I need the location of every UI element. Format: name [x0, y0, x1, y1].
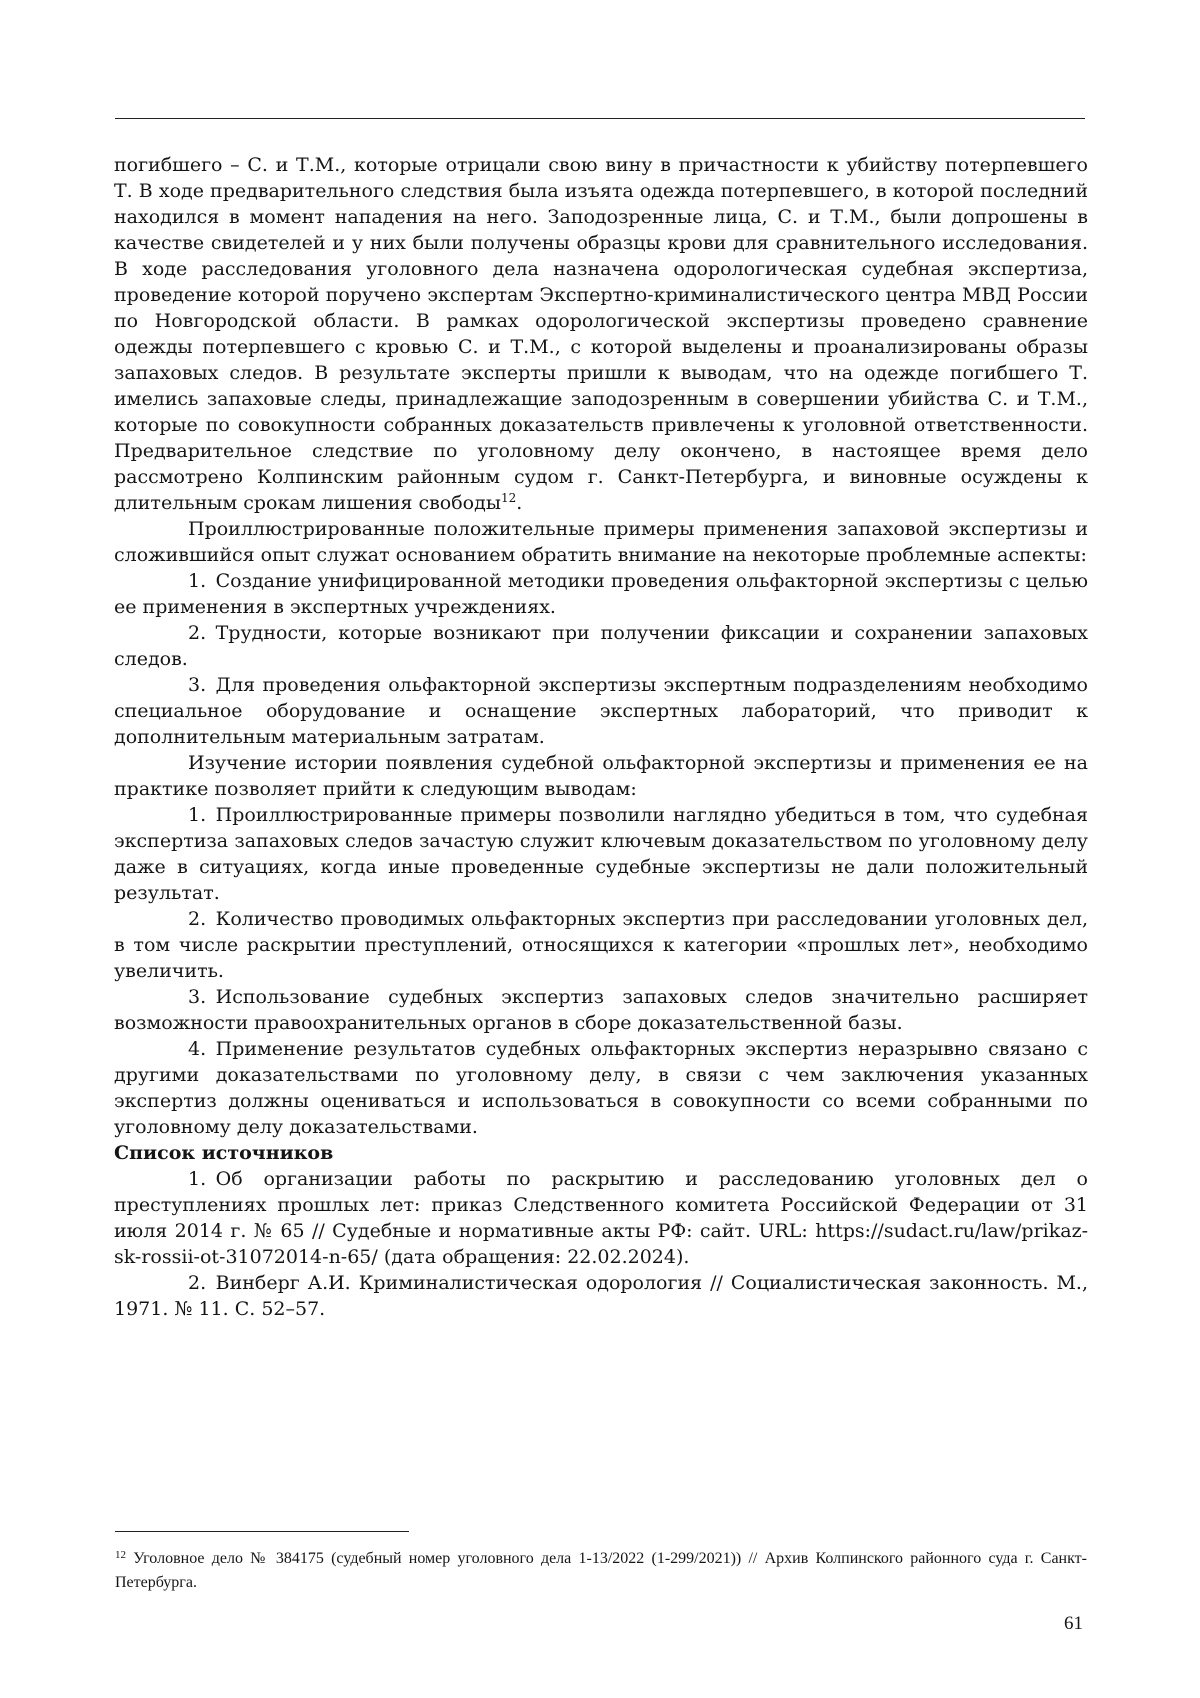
reference-item-2: 2. Винберг А.И. Криминалистическая одорология // Социалистическая законность. М., 1971. № 11. С. 52–57. [114, 1270, 1088, 1322]
list-item-problem-1: 1. Создание унифицированной методики проведения ольфакторной экспертизы с целью ее применения в экспертных учреждениях. [114, 568, 1088, 620]
paragraph-text: погибшего – С. и Т.М., которые отрицали свою вину в причастности к убийству потерпевшего Т. В ходе предварительного следствия была изъята одежда потерпевшего, в которой последний находился в момент нападения на него. Заподозренные лица, С. и Т.М., были допрошены в качестве свидетелей и у них были получены образцы крови для сравнительного исследования. В ходе расследования уголовного дела назначена одорологическая судебная экспертиза, проведение которой поручено экспертам Экспертно-криминалистического центра МВД России по Новгородской области. В рамках одорологической экспертизы проведено сравнение одежды потерпевшего с кровью С. и Т.М., с которой выделены и проанализированы образы запаховых следов. В результате эксперты пришли к выводам, что на одежде погибшего Т. имелись запаховые следы, принадлежащие заподозренным в совершении убийства С. и Т.М., которые по совокупности собранных доказательств привлечены к уголовной ответственности. Предварительное следствие по уголовному делу окончено, в настоящее время дело рассмотрено Колпинским районным судом г. Санкт-Петербурга, и виновные осуждены к длительным срокам лишения свободы [114, 154, 1088, 514]
footnote-separator [115, 1531, 409, 1532]
footnote-text: Уголовное дело № 384175 (судебный номер уголовного дела 1-13/2022 (1-299/2021)) // Архив Колпинского районного суда г. Санкт-Петербурга. [115, 1550, 1087, 1591]
article-body [114, 152, 1088, 1322]
references-heading: Список источников [114, 1140, 1088, 1166]
list-item-conclusion-3: 3. Использование судебных экспертиз запаховых следов значительно расширяет возможности правоохранительных органов в сборе доказательственной базы. [114, 984, 1088, 1036]
reference-item-1: 1. Об организации работы по раскрытию и расследованию уголовных дел о преступлениях прошлых лет: приказ Следственного комитета Российской Федерации от 31 июля 2014 г. № 65 // Судебные и нормативные акты РФ: сайт. URL: https://sudact.ru/law/prikaz-sk-rossii-ot-31072014-n-65/ (дата обращения: 22.02.2024). [114, 1166, 1088, 1270]
paragraph-end: . [516, 492, 522, 514]
list-item-conclusion-2: 2. Количество проводимых ольфакторных экспертиз при расследовании уголовных дел, в том числе раскрытии преступлений, относящихся к категории «прошлых лет», необходимо увеличить. [114, 906, 1088, 984]
footnote [115, 1547, 1087, 1595]
document-page [0, 0, 1200, 1698]
list-item-problem-2: 2. Трудности, которые возникают при получении фиксации и сохранении запаховых следов. [114, 620, 1088, 672]
list-item-conclusion-4: 4. Применение результатов судебных ольфакторных экспертиз неразрывно связано с другими доказательствами по уголовному делу, в связи с чем заключения указанных экспертиз должны оцениваться и использоваться в совокупности со всеми собранными по уголовному делу доказательствами. [114, 1036, 1088, 1140]
footnote-marker: 12 [115, 1549, 126, 1561]
list-item-problem-3: 3. Для проведения ольфакторной экспертизы экспертным подразделениям необходимо специальное оборудование и оснащение экспертных лабораторий, что приводит к дополнительным материальным затратам. [114, 672, 1088, 750]
paragraph-problems-intro: Проиллюстрированные положительные примеры применения запаховой экспертизы и сложившийся опыт служат основанием обратить внимание на некоторые проблемные аспекты: [114, 516, 1088, 568]
paragraph-case-description [114, 152, 1088, 516]
page-number: 61 [1064, 1613, 1083, 1635]
paragraph-conclusions-intro: Изучение истории появления судебной ольфакторной экспертизы и применения ее на практике позволяет прийти к следующим выводам: [114, 750, 1088, 802]
footnote-reference[interactable]: 12 [501, 491, 516, 505]
header-rule [115, 118, 1085, 119]
list-item-conclusion-1: 1. Проиллюстрированные примеры позволили наглядно убедиться в том, что судебная экспертиза запаховых следов зачастую служит ключевым доказательством по уголовному делу даже в ситуациях, когда иные проведенные судебные экспертизы не дали положительный результат. [114, 802, 1088, 906]
